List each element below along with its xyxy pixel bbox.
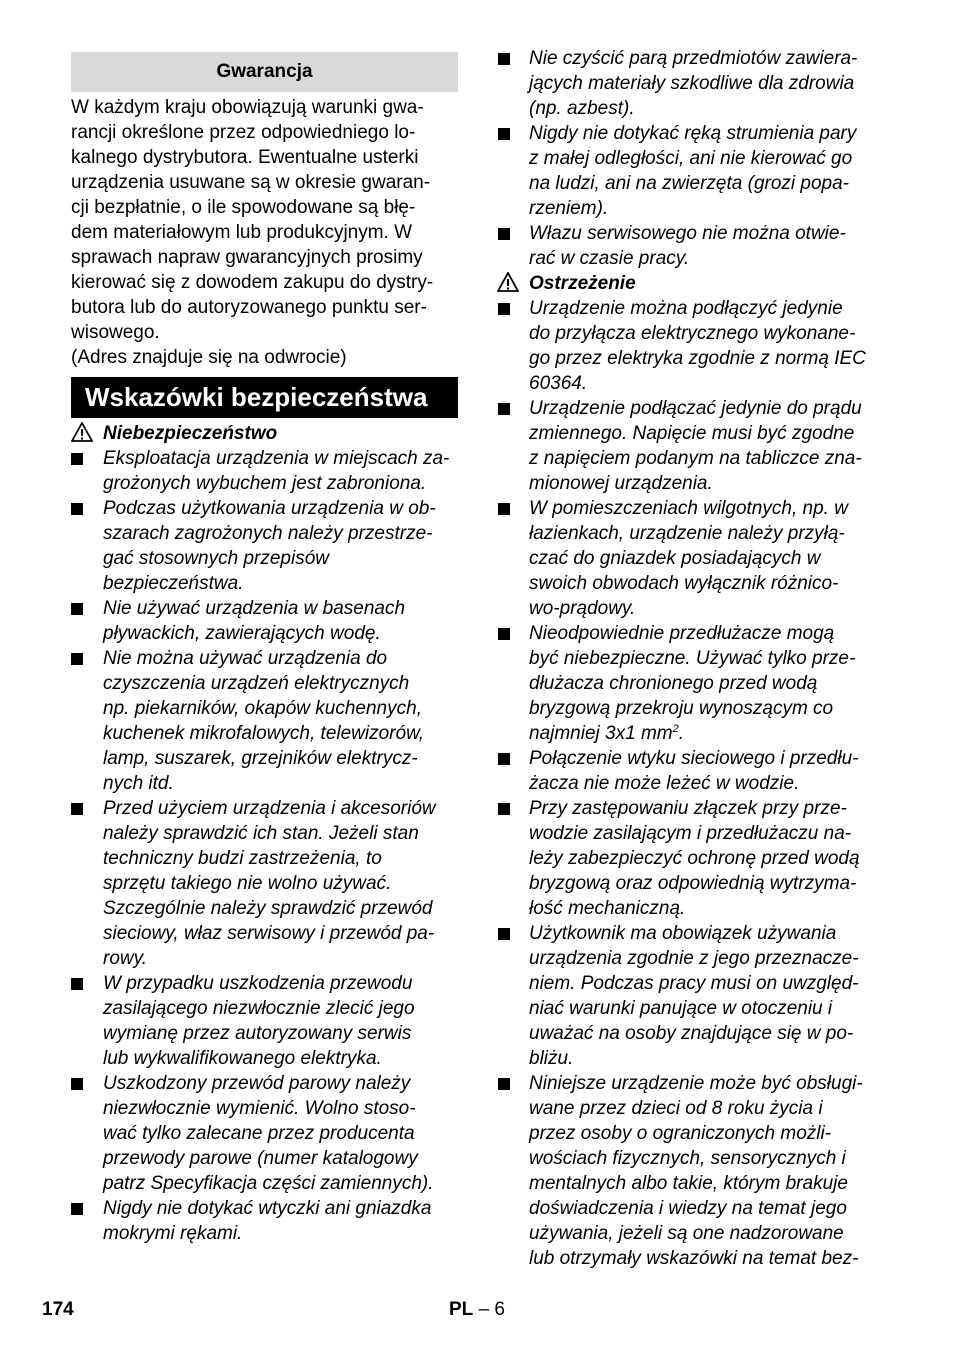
warranty-line: kalnego dystrybutora. Ewentualne usterki <box>71 147 419 168</box>
list-item-line: jących materiały szkodliwe dla zdrowia <box>529 73 855 94</box>
list-item-line: np. piekarników, okapów kuchennych, <box>103 698 422 719</box>
list-item-line: na ludzi, ani na zwierzęta (grozi popa- <box>529 173 850 194</box>
warranty-heading: Gwarancja <box>71 52 458 92</box>
warranty-line: sprawach napraw gwarancyjnych prosimy <box>71 247 423 268</box>
square-bullet-icon <box>498 1078 510 1090</box>
list-item-line: rzeniem). <box>529 198 609 219</box>
list-item-line: W przypadku uszkodzenia przewodu <box>103 973 413 994</box>
list-item-line: bryzgową oraz odpowiednią wytrzyma- <box>529 873 857 894</box>
warning-triangle-icon <box>71 422 93 442</box>
list-item-line: Włazu serwisowego nie można otwie- <box>529 223 846 244</box>
list-item-line: najmniej 3x1 $mm^2$. <box>529 723 685 744</box>
list-item-line: przez osoby o ograniczonych możli- <box>529 1123 832 1144</box>
list-item-line: uważać na osoby znajdujące się w po- <box>529 1023 854 1044</box>
square-bullet-icon <box>498 928 510 940</box>
warranty-line: rancji określone przez odpowiedniego lo- <box>71 122 416 143</box>
list-item-line: W pomieszczeniach wilgotnych, np. w <box>529 498 848 519</box>
list-item-line: urządzenia zgodnie z jego przeznacze- <box>529 948 859 969</box>
list-item-line: sieciowy, właz serwisowy i przewód pa- <box>103 923 435 944</box>
list-item-line: Nie używać urządzenia w basenach <box>103 598 406 619</box>
list-item-line: dłużacza chronionego przed wodą <box>529 673 818 694</box>
list-item-line: Nie można używać urządzenia do <box>103 648 388 669</box>
square-bullet-icon <box>498 128 510 140</box>
list-item-line: Urządzenie podłączać jedynie do prądu <box>529 398 862 419</box>
list-item-line: nych itd. <box>103 773 174 794</box>
list-item-line: Uszkodzony przewód parowy należy <box>103 1073 411 1094</box>
warranty-line: urządzenia usuwane są w okresie gwaran- <box>71 172 431 193</box>
square-bullet-icon <box>71 803 83 815</box>
list-item-line: patrz Specyfikacja części zamiennych). <box>103 1173 434 1194</box>
list-item-line: zmiennego. Napięcie musi być zgodne <box>529 423 855 444</box>
list-item-line: do przyłącza elektrycznego wykonane- <box>529 323 856 344</box>
language-code: PL <box>449 1299 474 1320</box>
list-item-line: swoich obwodach wyłącznik różnico- <box>529 573 839 594</box>
list-item-line: niem. Podczas pracy musi on uwzględ- <box>529 973 859 994</box>
list-item-line: wościach fizycznych, sensorycznych i <box>529 1148 846 1169</box>
list-item-line: Niniejsze urządzenie może być obsługi- <box>529 1073 863 1094</box>
square-bullet-icon <box>498 228 510 240</box>
list-item-line: pływackich, zawierających wodę. <box>103 623 381 644</box>
list-item-line: szarach zagrożonych należy przestrze- <box>103 523 433 544</box>
list-item-line: leży zabezpieczyć ochronę przed wodą <box>529 848 860 869</box>
danger-label: Niebezpieczeństwo <box>103 423 278 444</box>
warranty-line: kierować się z dowodem zakupu do dystry- <box>71 272 434 293</box>
square-bullet-icon <box>71 503 83 515</box>
list-item-line: Urządzenie można podłączyć jedynie <box>529 298 843 319</box>
list-item-line: rać w czasie pracy. <box>529 248 690 269</box>
list-item-line: bezpieczeństwa. <box>103 573 244 594</box>
list-item-line: Nigdy nie dotykać wtyczki ani gniazdka <box>103 1198 432 1219</box>
list-item-line: mokrymi rękami. <box>103 1223 243 1244</box>
list-item-line: grożonych wybuchem jest zabroniona. <box>103 473 427 494</box>
list-item-line: niać warunki panujące w otoczeniu i <box>529 998 833 1019</box>
list-item-line: być niebezpieczne. Używać tylko prze- <box>529 648 856 669</box>
list-item-line: 60364. <box>529 373 588 394</box>
list-item-line: łość mechaniczną. <box>529 898 686 919</box>
list-item-line: bryzgową przekroju wynoszącym co <box>529 698 834 719</box>
page-number: 174 <box>42 1299 74 1320</box>
list-item-line: Szczególnie należy sprawdzić przewód <box>103 898 433 919</box>
list-item-line: wać tylko zalecane przez producenta <box>103 1123 415 1144</box>
warranty-line: wisowego. <box>71 322 160 343</box>
list-item-line: lub otrzymały wskazówki na temat bez- <box>529 1248 859 1269</box>
square-bullet-icon <box>498 753 510 765</box>
list-item-line: Użytkownik ma obowiązek używania <box>529 923 837 944</box>
square-bullet-icon <box>498 303 510 315</box>
list-item-line: bliżu. <box>529 1048 574 1069</box>
square-bullet-icon <box>71 603 83 615</box>
list-item-line: czyszczenia urządzeń elektrycznych <box>103 673 410 694</box>
list-item-line: wymianę przez autoryzowany serwis <box>103 1023 412 1044</box>
square-bullet-icon <box>498 803 510 815</box>
square-bullet-icon <box>498 503 510 515</box>
list-item-line: Przy zastępowaniu złączek przy prze- <box>529 798 847 819</box>
page-language <box>449 1299 505 1321</box>
list-item-line: mentalnych albo takie, którym brakuje <box>529 1173 848 1194</box>
list-item-line: wodzie zasilającym i przedłużaczu na- <box>529 823 852 844</box>
list-item-line: żacza nie może leżeć w wodzie. <box>529 773 800 794</box>
square-bullet-icon <box>498 403 510 415</box>
warranty-line: dem materiałowym lub produkcyjnym. W <box>71 222 413 243</box>
list-item-line: wane przez dzieci od 8 roku życia i <box>529 1098 823 1119</box>
warranty-line: (Adres znajduje się na odwrocie) <box>71 347 347 368</box>
list-item-line: przewody parowe (numer katalogowy <box>103 1148 418 1169</box>
list-item-line: z małej odległości, ani nie kierować go <box>529 148 853 169</box>
list-item-line: Nieodpowiednie przedłużacze mogą <box>529 623 835 644</box>
danger-heading <box>71 421 277 446</box>
square-bullet-icon <box>71 653 83 665</box>
list-item-line: techniczny budzi zastrzeżenia, to <box>103 848 382 869</box>
square-bullet-icon <box>498 628 510 640</box>
list-item-line: czać do gniazdek posiadających w <box>529 548 821 569</box>
list-item-line: wo-prądowy. <box>529 598 636 619</box>
warranty-line: butora lub do autoryzowanego punktu ser- <box>71 297 427 318</box>
list-item-line: Podczas użytkowania urządzenia w ob- <box>103 498 436 519</box>
list-item-line: niezwłocznie wymienić. Wolno stoso- <box>103 1098 416 1119</box>
list-item-line: należy sprawdzić ich stan. Jeżeli stan <box>103 823 419 844</box>
list-item-line: używania, jeżeli są one nadzorowane <box>529 1223 844 1244</box>
list-item-line: Nie czyścić parą przedmiotów zawiera- <box>529 48 858 69</box>
warning-label: Ostrzeżenie <box>529 273 636 294</box>
list-item-line: Eksploatacja urządzenia w miejscach za- <box>103 448 450 469</box>
safety-title: Wskazówki bezpieczeństwa <box>71 377 458 418</box>
list-item-line: Połączenie wtyku sieciowego i przedłu- <box>529 748 859 769</box>
square-bullet-icon <box>71 978 83 990</box>
square-bullet-icon <box>71 453 83 465</box>
square-bullet-icon <box>71 1203 83 1215</box>
list-item-line: kuchenek mikrofalowych, telewizorów, <box>103 723 425 744</box>
list-item-line: gać stosownych przepisów <box>103 548 329 569</box>
page-suffix: – 6 <box>478 1299 505 1320</box>
warning-heading <box>497 271 636 296</box>
square-bullet-icon <box>498 53 510 65</box>
warning-triangle-icon <box>497 272 519 292</box>
list-item-line: go przez elektryka zgodnie z normą IEC <box>529 348 866 369</box>
list-item-line: Nigdy nie dotykać ręką strumienia pary <box>529 123 857 144</box>
warranty-line: W każdym kraju obowiązują warunki gwa- <box>71 97 424 118</box>
list-item-line: lub wykwalifikowanego elektryka. <box>103 1048 382 1069</box>
list-item-line: sprzętu takiego nie wolno używać. <box>103 873 392 894</box>
warranty-line: cji bezpłatnie, o ile spowodowane są błę- <box>71 197 416 218</box>
list-item-line: (np. azbest). <box>529 98 635 119</box>
warranty-text <box>71 95 459 370</box>
square-bullet-icon <box>71 1078 83 1090</box>
list-item-line: zasilającego niezwłocznie zlecić jego <box>103 998 415 1019</box>
list-item-line: lamp, suszarek, grzejników elektrycz- <box>103 748 418 769</box>
list-item-line: mionowej urządzenia. <box>529 473 713 494</box>
list-item-line: łazienkach, urządzenie należy przyłą- <box>529 523 845 544</box>
list-item-line: Przed użyciem urządzenia i akcesoriów <box>103 798 436 819</box>
list-item-line: doświadczenia i wiedzy na temat jego <box>529 1198 847 1219</box>
list-item-line: z napięciem podanym na tabliczce zna- <box>529 448 862 469</box>
list-item-line: rowy. <box>103 948 147 969</box>
